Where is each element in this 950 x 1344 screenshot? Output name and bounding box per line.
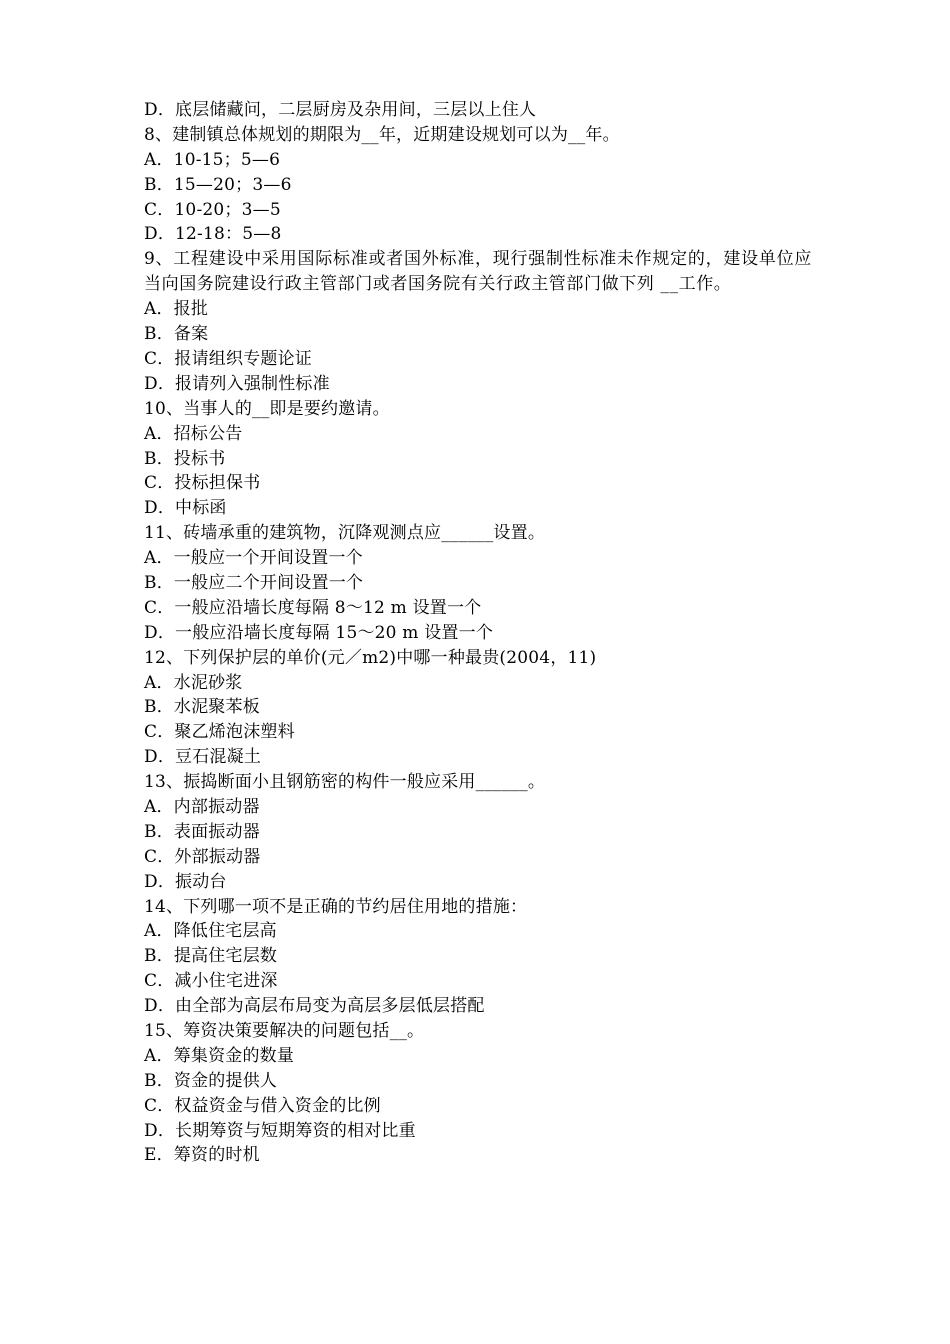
option-line: C．权益资金与借入资金的比例	[144, 1095, 381, 1116]
option-line: A．报批	[144, 299, 209, 320]
option-line: A．招标公告	[144, 423, 243, 444]
option-line: B．资金的提供人	[144, 1070, 278, 1091]
option-line: A．内部振动器	[144, 796, 260, 817]
question-8: 8、建制镇总体规划的期限为__年，近期建设规划可以为__年。	[144, 124, 620, 145]
option-line: D．报请列入强制性标准	[144, 373, 330, 394]
option-line: E．筹资的时机	[144, 1145, 260, 1166]
option-line: D．中标函	[144, 498, 227, 519]
option-line: B．水泥聚苯板	[144, 697, 260, 718]
option-line: D．12-18：5—8	[144, 224, 282, 245]
option-line: A．10-15；5—6	[144, 149, 281, 170]
question-9: 9、工程建设中采用国际标准或者国外标准，现行强制性标准未作规定的，建设单位应当向国务院建设行政主管部门或者国务院有关行政主管部门做下列 __工作。	[144, 249, 812, 295]
question-10: 10、当事人的__即是要约邀请。	[144, 398, 390, 419]
option-line: C．外部振动器	[144, 846, 261, 867]
option-line: B．投标书	[144, 448, 226, 469]
option-line: D．一般应沿墙长度每隔 15～20 m 设置一个	[144, 622, 494, 643]
question-11: 11、砖墙承重的建筑物，沉降观测点应______设置。	[144, 523, 546, 544]
question-13: 13、振捣断面小且钢筋密的构件一般应采用______。	[144, 772, 546, 793]
option-line: C．10-20；3—5	[144, 199, 281, 220]
option-line: C．一般应沿墙长度每隔 8～12 m 设置一个	[144, 597, 482, 618]
option-line: B．备案	[144, 324, 209, 345]
option-line: C．减小住宅进深	[144, 971, 278, 992]
option-line: D．长期筹资与短期筹资的相对比重	[144, 1120, 416, 1141]
option-line: B．提高住宅层数	[144, 946, 278, 967]
option-line: D．振动台	[144, 871, 227, 892]
option-line: A．降低住宅层高	[144, 921, 277, 942]
option-line: C．报请组织专题论证	[144, 348, 313, 369]
question-14: 14、下列哪一项不是正确的节约居住用地的措施：	[144, 896, 528, 917]
option-line: A．一般应一个开间设置一个	[144, 548, 363, 569]
option-line: D．底层储藏问，二层厨房及杂用间，三层以上住人	[144, 100, 537, 120]
document-body	[144, 98, 812, 1168]
question-12: 12、下列保护层的单价(元／m2)中哪一种最贵(2004，11)	[144, 647, 597, 668]
question-15: 15、筹资决策要解决的问题包括__。	[144, 1020, 425, 1041]
option-line: A．水泥砂浆	[144, 672, 243, 693]
option-line: B．15—20；3—6	[144, 174, 292, 195]
option-line: B．一般应二个开间设置一个	[144, 572, 364, 593]
option-line: D．豆石混凝土	[144, 747, 262, 768]
option-line: A．筹集资金的数量	[144, 1045, 295, 1066]
option-line: B．表面振动器	[144, 821, 260, 842]
option-line: C．聚乙烯泡沫塑料	[144, 722, 295, 743]
option-line: C．投标担保书	[144, 473, 261, 494]
option-line: D．由全部为高层布局变为高层多层低层搭配	[144, 996, 485, 1017]
